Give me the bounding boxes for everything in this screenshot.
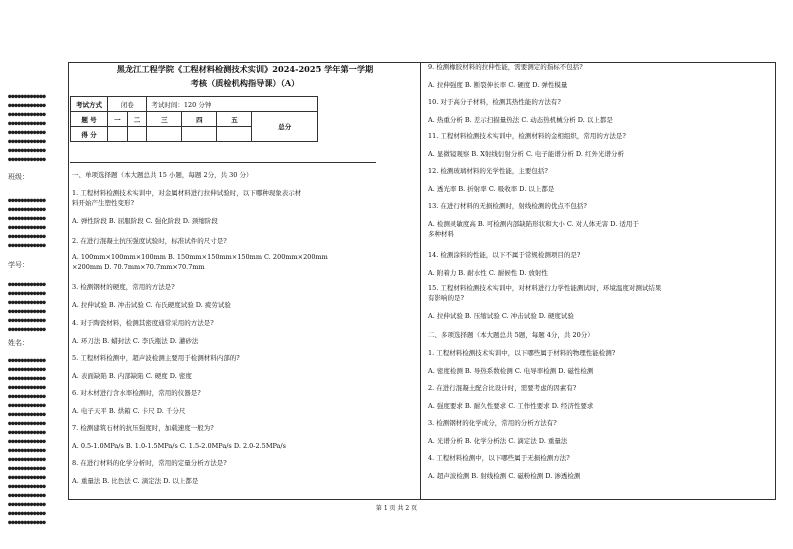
- question-9: 9. 检测橡胶材料的拉伸性能，需要测定的指标不包括? A. 拉伸强度 B. 断裂伸长率 C. 硬度 D. 弹性模量: [428, 63, 583, 89]
- question-7: 7. 检测建筑石材的抗压强度时，加载速度一般为? A. 0.5-1.0MPa/s B. 1.0-1.5MPa/s C. 1.5-2.0MPa/s D. 2.0-2.5MPa/s: [72, 424, 286, 450]
- score-cell[interactable]: [108, 127, 128, 142]
- page-footer: 第 1 页 共 2 页: [375, 505, 418, 512]
- multi-question-1: 1. 工程材料检测技术实训中，以下哪些属于材料的物理性能检测? A. 密度检测 B. 导热系数检测 C. 电导率检测 D. 磁性检测: [428, 349, 616, 375]
- col-4: 四: [182, 112, 217, 127]
- question-10: 10. 对于高分子材料，检测其热性能的方法有? A. 热重分析 B. 差示扫描量热法 C. 动态热机械分析 D. 以上都是: [428, 98, 613, 124]
- question-2: 2. 在进行混凝土抗压强度试验时，标准试件的尺寸是? A. 100mm×100mm×100mm B. 150mm×150mm×150mm C. 200mm×200mm ×200mm D. 70.7mm×70.7mm×70.7mm: [72, 237, 328, 271]
- multi-question-4: 4. 工程材料检测中，以下哪些属于无损检测方法? A. 超声波检测 B. 射线检测 C. 磁粉检测 D. 渗透检测: [428, 454, 581, 480]
- section-rule: [70, 162, 376, 163]
- section-single-title: 一、单项选择题（本大题总共 15 小题，每题 2分，共 30 分）: [72, 171, 253, 179]
- col-2: 二: [127, 112, 147, 127]
- question-3: 3. 检测钢材的硬度，常用的方法是? A. 拉伸试验 B. 冲击试验 C. 布氏硬度试验 D. 疲劳试验: [72, 283, 231, 309]
- section-multi-title: 二、多项选择题（本大题总共 5题，每题 4分，共 20分）: [428, 331, 594, 339]
- question-5: 5. 工程材料检测中，超声波检测主要用于检测材料内部的? A. 表面缺陷 B. 内部缺陷 C. 硬度 D. 密度: [72, 354, 240, 380]
- score-cell[interactable]: [147, 127, 182, 142]
- score-label: 得 分: [71, 127, 108, 142]
- exam-title: 黑龙江工程学院《工程材料检测技术实训》2024-2025 学年第一学期 考核（质检机构指导课）（A）: [116, 64, 374, 88]
- method-value: 闭卷: [108, 97, 147, 112]
- question-12: 12. 检测玻璃材料的光学性能，主要包括? A. 透光率 B. 折射率 C. 吸收率 D. 以上都是: [428, 167, 555, 193]
- col-5: 五: [217, 112, 252, 127]
- question-1: 1. 工程材料检测技术实训中，对金属材料进行拉伸试验时，以下哪种现象表示材 料开始产生塑性变形? A. 弹性阶段 B. 屈服阶段 C. 强化阶段 D. 颈缩阶段: [72, 189, 302, 225]
- col-3: 三: [147, 112, 182, 127]
- score-table: [70, 96, 318, 142]
- exam-time: 考试时间：120 分钟: [147, 97, 318, 112]
- total-label: 总分: [252, 112, 318, 142]
- column-divider: [420, 62, 421, 499]
- question-15: 15. 工程材料检测技术实训中，对材料进行力学性能测试时，环境温度对测试结果 有影响的是? A. 拉伸试验 B. 压缩试验 C. 冲击试验 D. 硬度试验: [428, 284, 662, 320]
- multi-question-2: 2. 在进行混凝土配合比设计时，需要考虑的因素有? A. 强度要求 B. 耐久性要求 C. 工作性要求 D. 经济性要求: [428, 384, 594, 410]
- binding-strip: ●●●●●●●●●●●● ●●●●●●●●●●●● ●●●●●●●●●●●● ●●●●●●●●●●●● ●●●●●●●●●●●● ●●●●●●●●●●●● ●●●●●●●●●●●● ●●●●●●●●●●●● 班级： ●●●●●●●●●●●● ●●●●●●●●●●●● ●●●●●●●●●●●● ●●●●●●●●●●●● ●●●●●●●●●●●● ●●●●●●●●●●●● 学号： ●●●●●●●●●●●● ●●●●●●●●●●●● ●●●●●●●●●●●● ●●●●●●●●●●●● ●●●●●●●●●●●● ●●●●●●●●●●●● 姓名： ●●●●●●●●●●●● ●●●●●●●●●●●● ●●●●●●●●●●●● ●●●●●●●●●●●● ●●●●●●●●●●●● ●●●●●●●●●●●● ●●●●●●●●●●●● ●●●●●●●●●●●● ●●●●●●●●●●●● ●●●●●●●●●●●● ●●●●●●●●●●●● ●●●●●●●●●●●● ●●●●●●●●●●●● ●●●●●●●●●●●● ●●●●●●●●●●●● ●●●●●●●●●●●● ●●●●●●●●●●●● ●●●●●●●●●●●● ●●●●●●●●●●●●: [8, 93, 46, 526]
- name-label: 姓名：: [8, 339, 29, 347]
- question-13: 13. 在进行材料的无损检测时，射线检测的优点不包括? A. 检测灵敏度高 B. 可检测内部缺陷形状和大小 C. 对人体无害 D. 适用于 多种材料: [428, 202, 639, 238]
- question-4: 4. 对于陶瓷材料，检测其密度通常采用的方法是? A. 环刀法 B. 蜡封法 C. 李氏瓶法 D. 灌砂法: [72, 319, 214, 345]
- binding-dots: ●●●●●●●●●●●● ●●●●●●●●●●●● ●●●●●●●●●●●● ●●●●●●●●●●●● ●●●●●●●●●●●● ●●●●●●●●●●●● ●●●●●●●●●●●● ●●●●●●●●●●●●: [8, 93, 46, 163]
- score-cell[interactable]: [217, 127, 252, 142]
- score-cell[interactable]: [127, 127, 147, 142]
- multi-question-3: 3. 检测钢材的化学成分，常用的分析方法有? A. 光谱分析 B. 化学分析法 C. 滴定法 D. 重量法: [428, 419, 568, 445]
- col-1: 一: [108, 112, 128, 127]
- score-cell[interactable]: [182, 127, 217, 142]
- class-label: 班级：: [8, 173, 29, 181]
- method-label: 考试方式: [71, 97, 108, 112]
- question-8: 8. 在进行材料的化学分析时，常用的定量分析方法是? A. 重量法 B. 比色法 C. 滴定法 D. 以上都是: [72, 459, 227, 485]
- question-14: 14. 检测涂料的性能，以下不属于常规检测项目的是? A. 附着力 B. 耐水性 C. 耐候性 D. 放射性: [428, 251, 581, 277]
- question-11: 11. 工程材料检测技术实训中，检测材料的金相组织，常用的方法是? A. 显微镜观察 B. X射线衍射分析 C. 电子能谱分析 D. 红外光谱分析: [428, 132, 626, 158]
- question-number-label: 题 号: [71, 112, 108, 127]
- student-id-label: 学号：: [8, 261, 29, 269]
- question-6: 6. 对木材进行含水率检测时，常用的仪器是? A. 电子天平 B. 烘箱 C. 卡尺 D. 千分尺: [72, 389, 201, 415]
